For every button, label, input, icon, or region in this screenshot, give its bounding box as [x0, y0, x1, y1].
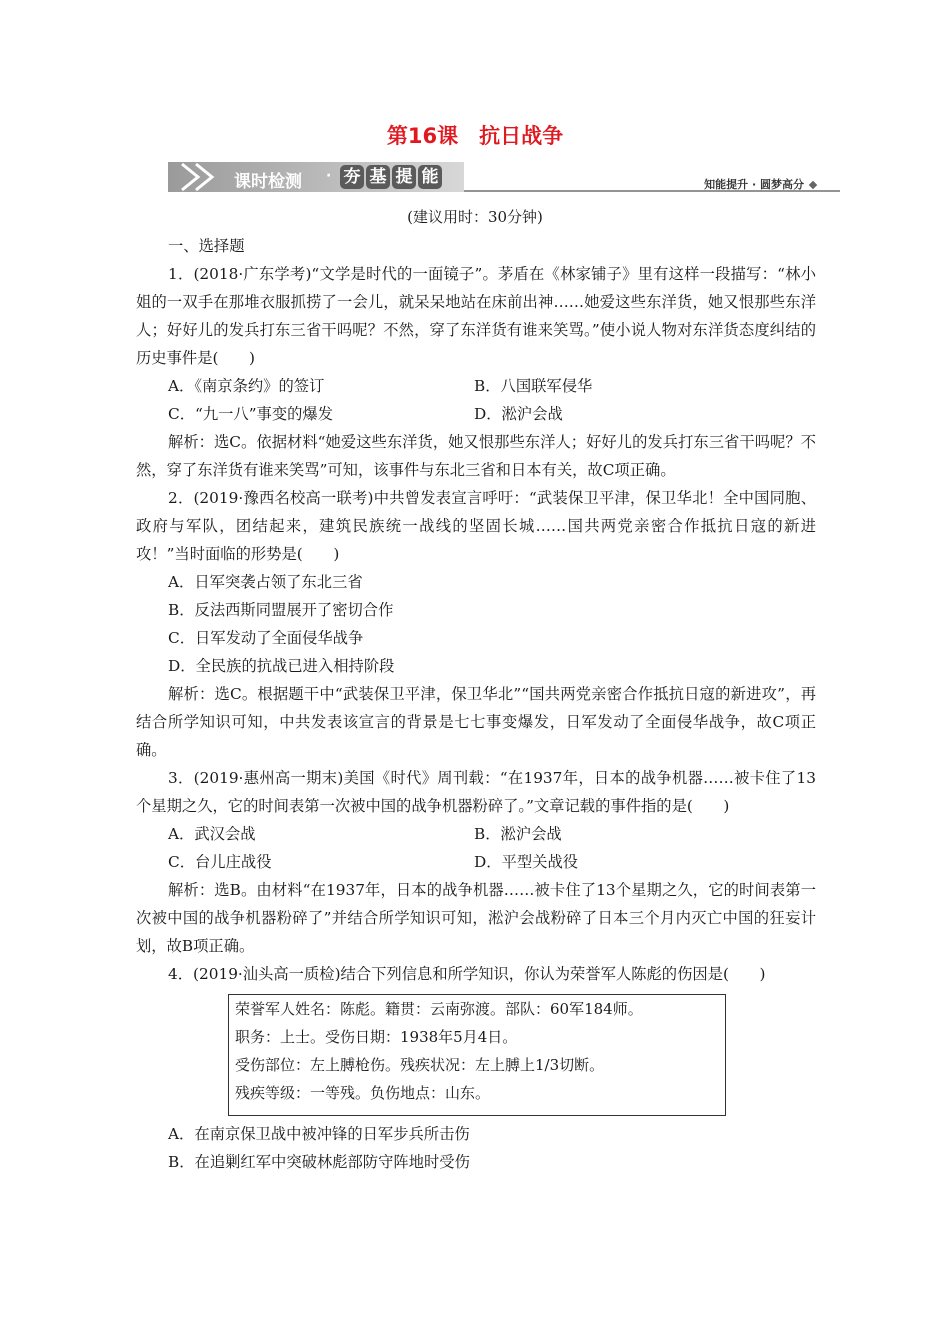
info-line: 荣誉军人姓名：陈彪。籍贯：云南弥渡。部队：60军184师。: [235, 1000, 643, 1018]
question-1-stem: 1．(2018·广东学考)“文学是时代的一面镜子”。茅盾在《林家铺子》里有这样一段描写：“林小姐的一双手在那堆衣服抓捞了一会儿，就呆呆地站在床前出神……她爱这些东洋货，她又恨那些东洋人；好好儿的发兵打东三省干吗呢？不然，穿了东洋货有谁来笑骂。”使小说人物对东洋货态度纠结的历史事件是( ): [136, 265, 816, 367]
option-d: D．全民族的抗战已进入相持阶段: [168, 657, 395, 675]
option-c: C．日军发动了全面侵华战争: [168, 629, 364, 647]
banner-char: 能: [418, 165, 442, 189]
question-4-stem: 4．(2019·汕头高一质检)结合下列信息和所学知识，你认为荣誉军人陈彪的伤因是( ): [168, 965, 766, 983]
option-d: D．平型关战役: [474, 853, 579, 871]
info-line: 受伤部位：左上膊枪伤。残疾状况：左上膊上1/3切断。: [235, 1056, 605, 1074]
option-d: D．淞沪会战: [474, 405, 563, 423]
banner-slogan: [704, 176, 816, 192]
question-3-options-cd: [136, 848, 816, 876]
option-a: A．在南京保卫战中被冲锋的日军步兵所击伤: [168, 1125, 470, 1143]
soldier-info-box: [228, 994, 726, 1116]
option-a: A．武汉会战: [168, 825, 256, 843]
option-b: B．八国联军侵华: [474, 377, 593, 395]
question-1-options-ab: [136, 372, 816, 400]
question-3-analysis: 解析：选B。由材料“在1937年，日本的战争机器……被卡住了13个星期之久，它的时间表第一次被中国的战争机器粉碎了”并结合所学知识可知，淞沪会战粉碎了日本三个月内灭亡中国的狂妄计划，故B项正确。: [136, 881, 816, 955]
banner-chars: [340, 165, 442, 189]
banner-slogan-text: 知能提升 · 圆梦高分: [704, 178, 804, 191]
question-2-analysis: 解析：选C。根据题干中“武装保卫平津，保卫华北”“国共两党亲密合作抵抗日寇的新进攻”，再结合所学知识可知，中共发表该宣言的背景是七七事变爆发，日军发动了全面侵华战争，故C项正确。: [136, 685, 816, 759]
section-heading: 一、选择题: [168, 237, 245, 255]
info-line: 职务：上士。受伤日期：1938年5月4日。: [235, 1028, 518, 1046]
option-a: A．日军突袭占领了东北三省: [168, 573, 363, 591]
option-c: C．台儿庄战役: [168, 853, 272, 871]
question-1-options-cd: [136, 400, 816, 428]
time-note: (建议用时：30分钟): [407, 208, 543, 226]
banner-char: 基: [366, 165, 390, 189]
diamond-icon: [809, 181, 817, 189]
question-3-stem: 3．(2019·惠州高一期末)美国《时代》周刊载：“在1937年，日本的战争机器……被卡住了13个星期之久，它的时间表第一次被中国的战争机器粉碎了。”文章记载的事件指的是( ): [136, 769, 816, 815]
question-1-analysis: 解析：选C。依据材料“她爱这些东洋货，她又恨那些东洋人；好好儿的发兵打东三省干吗呢？不然，穿了东洋货有谁来笑骂”可知，该事件与东北三省和日本有关，故C项正确。: [136, 433, 816, 479]
option-a: A．《南京条约》的签订: [168, 377, 325, 395]
option-c: C．“九一八”事变的爆发: [168, 405, 334, 423]
lesson-title: 第16课 抗日战争: [386, 124, 564, 148]
question-2-stem: 2．(2019·豫西名校高一联考)中共曾发表宣言呼吁：“武装保卫平津，保卫华北！全中国同胞、政府与军队，团结起来，建筑民族统一战线的坚固长城……国共两党亲密合作抵抗日寇的新进攻！”当时面临的形势是( ): [136, 489, 816, 563]
option-b: B．反法西斯同盟展开了密切合作: [168, 601, 394, 619]
info-line: 残疾等级：一等残。负伤地点：山东。: [235, 1084, 491, 1102]
banner-dot: ·: [326, 168, 332, 184]
option-b: B．淞沪会战: [474, 825, 562, 843]
banner-label: 课时检测: [234, 172, 302, 192]
option-b: B．在追剿红军中突破林彪部防守阵地时受伤: [168, 1153, 470, 1171]
banner-char: 提: [392, 165, 416, 189]
question-3-options-ab: [136, 820, 816, 848]
question-content: [136, 232, 816, 1176]
banner-char: 夯: [340, 165, 364, 189]
